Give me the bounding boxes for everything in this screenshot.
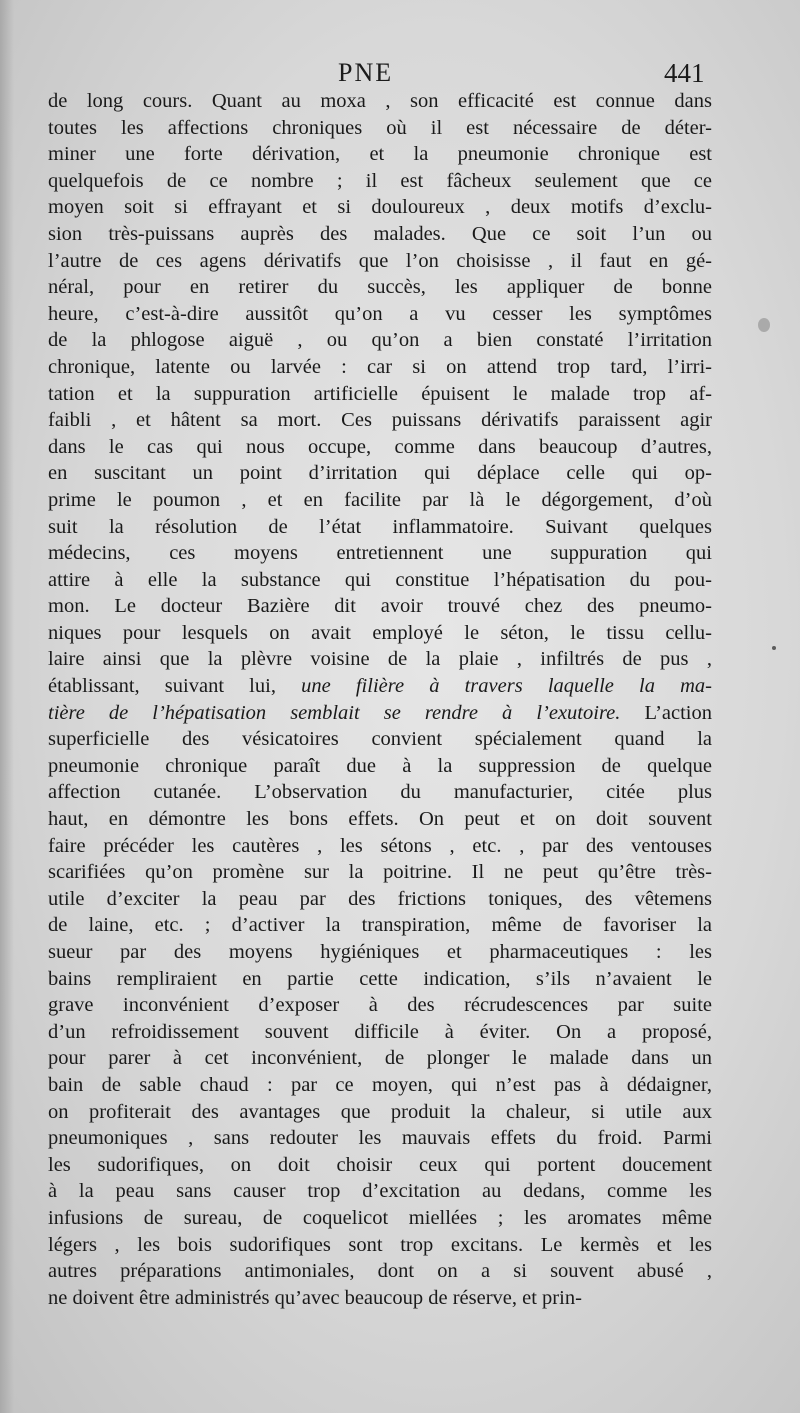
text-line: de la phlogose aiguë , ou qu’on a bien constaté l’irritation bbox=[48, 329, 712, 352]
text-line: suit la résolution de l’état inflammatoire. Suivant quelques bbox=[48, 515, 712, 538]
text-line: autres préparations antimoniales, dont on a si souvent abusé , bbox=[48, 1260, 712, 1283]
ink-dot bbox=[772, 646, 776, 650]
running-head bbox=[0, 58, 800, 92]
text-line: de laine, etc. ; d’activer la transpiration, même de favoriser la bbox=[48, 914, 712, 937]
text-line: pneumoniques , sans redouter les mauvais effets du froid. Parmi bbox=[48, 1127, 712, 1150]
text-line: utile d’exciter la peau par des frictions toniques, des vêtemens bbox=[48, 887, 712, 910]
text-line: bain de sable chaud : par ce moyen, qui n’est pas à dédaigner, bbox=[48, 1073, 712, 1096]
text-line: superficielle des vésicatoires convient spécialement quand la bbox=[48, 728, 712, 751]
text-line: on profiterait des avantages que produit la chaleur, si utile aux bbox=[48, 1100, 712, 1123]
page-number: 441 bbox=[664, 58, 705, 88]
text-line: faibli , et hâtent sa mort. Ces puissans dérivatifs paraissent agir bbox=[48, 409, 712, 432]
ink-smudge bbox=[758, 318, 770, 332]
text-line: haut, en démontre les bons effets. On peut et on doit souvent bbox=[48, 808, 712, 831]
text-line: affection cutanée. L’observation du manufacturier, citée plus bbox=[48, 781, 712, 804]
text-line: heure, c’est-à-dire aussitôt qu’on a vu cesser les symptômes bbox=[48, 302, 712, 325]
text-line: scarifiées qu’on promène sur la poitrine. Il ne peut qu’être très- bbox=[48, 861, 712, 884]
text-segment: L’action bbox=[620, 701, 712, 724]
text-line: grave inconvénient d’exposer à des récrudescences par suite bbox=[48, 994, 712, 1017]
text-line: prime le poumon , et en facilite par là le dégorgement, d’où bbox=[48, 488, 712, 511]
text-line: infusions de sureau, de coquelicot miellées ; les aromates même bbox=[48, 1206, 712, 1229]
text-line: à la peau sans causer trop d’excitation au dedans, comme les bbox=[48, 1180, 712, 1203]
running-head-title: PNE bbox=[338, 58, 394, 87]
text-line: l’autre de ces agens dérivatifs que l’on choisisse , il faut en gé- bbox=[48, 249, 712, 272]
text-line: toutes les affections chroniques où il est nécessaire de déter- bbox=[48, 116, 712, 139]
text-line: médecins, ces moyens entretiennent une suppuration qui bbox=[48, 542, 712, 565]
italic-quote: tière de l’hépatisation semblait se rendre à l’exutoire. bbox=[48, 701, 621, 724]
text-line: moyen soit si effrayant et si douloureux , deux motifs d’exclu- bbox=[48, 196, 712, 219]
text-line: légers , les bois sudorifiques sont trop excitans. Le kermès et les bbox=[48, 1233, 712, 1256]
text-line: attire à elle la substance qui constitue l’hépatisation du pou- bbox=[48, 568, 712, 591]
text-line: laire ainsi que la plèvre voisine de la plaie , infiltrés de pus , bbox=[48, 648, 712, 671]
text-line-mixed bbox=[48, 700, 712, 727]
text-line: faire précéder les cautères , les sétons , etc. , par des ventouses bbox=[48, 834, 712, 857]
text-line: bains rempliraient en partie cette indication, s’ils n’avaient le bbox=[48, 967, 712, 990]
text-line: de long cours. Quant au moxa , son efficacité est connue dans bbox=[48, 90, 712, 112]
text-line: d’un refroidissement souvent difficile à éviter. On a proposé, bbox=[48, 1020, 712, 1043]
text-line: tation et la suppuration artificielle épuisent le malade trop af- bbox=[48, 382, 712, 405]
page-gutter-shadow bbox=[0, 0, 14, 1413]
text-line: pour parer à cet inconvénient, de plonger le malade dans un bbox=[48, 1047, 712, 1070]
text-line: mon. Le docteur Bazière dit avoir trouvé chez des pneumo- bbox=[48, 595, 712, 618]
text-line: en suscitant un point d’irritation qui déplace celle qui op- bbox=[48, 462, 712, 485]
text-line: quelquefois de ce nombre ; il est fâcheux seulement que ce bbox=[48, 169, 712, 192]
italic-quote: une filière à travers laquelle la ma- bbox=[301, 675, 712, 698]
text-line: dans le cas qui nous occupe, comme dans beaucoup d’autres, bbox=[48, 435, 712, 458]
text-line: miner une forte dérivation, et la pneumonie chronique est bbox=[48, 143, 712, 166]
text-line: néral, pour en retirer du succès, les appliquer de bonne bbox=[48, 276, 712, 299]
text-line: sueur par des moyens hygiéniques et pharmaceutiques : les bbox=[48, 941, 712, 963]
text-line: sion très-puissans auprès des malades. Que ce soit l’un ou bbox=[48, 222, 712, 245]
text-line: niques pour lesquels on avait employé le séton, le tissu cellu- bbox=[48, 621, 712, 644]
text-segment: établissant, suivant lui, bbox=[48, 675, 302, 698]
text-line-mixed bbox=[48, 673, 712, 700]
body-text bbox=[48, 88, 712, 1311]
text-line: les sudorifiques, on doit choisir ceux qui portent doucement bbox=[48, 1153, 712, 1176]
text-line: ne doivent être administrés qu’avec beaucoup de réserve, et prin- bbox=[48, 1286, 582, 1309]
text-line: chronique, latente ou larvée : car si on attend trop tard, l’irri- bbox=[48, 355, 712, 378]
text-line: pneumonie chronique paraît due à la suppression de quelque bbox=[48, 754, 712, 777]
